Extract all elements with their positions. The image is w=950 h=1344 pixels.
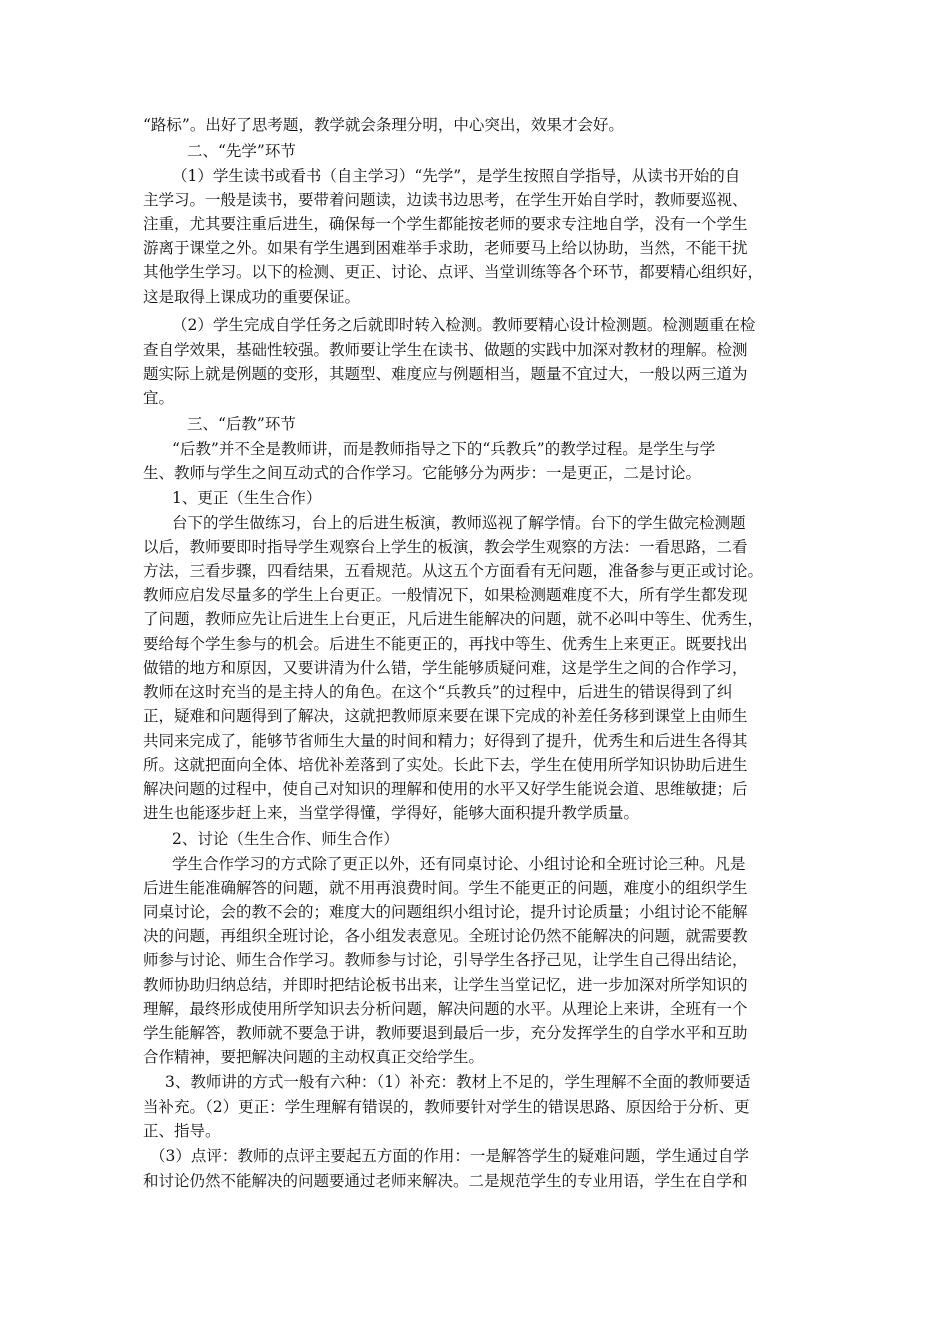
text-line: 方法，三看步骤，四看结果，五看规范。从这五个方面看有无问题，准备参与更正或讨论。 [143,562,764,580]
text-line: 当补充。（2）更正：学生理解有错误的，教师要针对学生的错误思路、原因给于分析、更 [143,1098,750,1116]
text-line: 游离于课堂之外。如果有学生遇到困难举手求助，老师要马上给以协助，当然，不能干扰 [143,239,748,257]
text-line: 后进生能准确解答的问题，就不用再浪费时间。学生不能更正的问题，难度小的组织学生 [143,879,748,897]
text-line: 题实际上就是例题的变形，其题型、难度应与例题相当，题量不宜过大，一般以两三道为 [143,365,748,383]
text-line: 正、指导。 [143,1122,221,1140]
text-line: 教师应启发尽量多的学生上台更正。一般情况下，如果检测题难度不大，所有学生都发现 [143,586,748,604]
text-line: 学生合作学习的方式除了更正以外，还有同桌讨论、小组讨论和全班讨论三种。凡是 [172,855,746,873]
text-line: 教师协助归纳总结，并即时把结论板书出来，让学生当堂记忆，进一步加深对所学知识的 [143,976,748,994]
text-line: 决的问题，再组织全班讨论，各小组发表意见。全班讨论仍然不能解决的问题，就需要教 [143,927,748,945]
text-line: 所。这就把面向全体、培优补差落到了实处。长此下去，学生在使用所学知识协助后进生 [143,756,748,774]
text-line: 台下的学生做练习，台上的后进生板演，教师巡视了解学情。台下的学生做完检测题 [172,514,746,532]
text-line: 合作精神，要把解决问题的主动权真正交给学生。 [143,1048,485,1066]
text-line: 进生也能逐步赶上来，当堂学得懂，学得好，能够大面积提升教学质量。 [143,804,640,822]
subsection-heading: 2、讨论（生生合作、师生合作） [172,830,399,848]
text-line: 师参与讨论、师生合作学习。教师参与讨论，引导学生各抒己见，让学生自己得出结论， [143,951,748,969]
text-line: 主学习。一般是读书，要带着问题读，边读书边思考，在学生开始自学时，教师要巡视、 [143,191,748,209]
text-line: 这是取得上课成功的重要保证。 [143,288,361,306]
text-line: 正，疑难和问题得到了解决，这就把教师原来要在课下完成的补差任务移到课堂上由师生 [143,707,748,725]
text-line: 解决问题的过程中，使自己对知识的理解和使用的水平又好学生能说会道、思维敏捷；后 [143,780,748,798]
text-line: 做错的地方和原因，又要讲清为什么错，学生能够质疑问难，这是学生之间的合作学习， [143,659,748,677]
text-line: 查自学效果，基础性较强。教师要让学生在读书、做题的实践中加深对教材的理解。检测 [143,341,748,359]
text-line: 和讨论仍然不能解决的问题要通过老师来解决。二是规范学生的专业用语，学生在自学和 [143,1172,748,1190]
text-line: “路标”。出好了思考题，教学就会条理分明，中心突出，效果才会好。 [143,116,624,134]
text-line: 共同来完成了，能够节省师生大量的时间和精力；好得到了提升，优秀生和后进生各得其 [143,732,748,750]
text-line: 以后，教师要即时指导学生观察台上学生的板演，教会学生观察的方法：一看思路，二看 [143,538,748,556]
text-line: 理解，最终形成使用所学知识去分析问题，解决问题的水平。从理论上来讲，全班有一个 [143,1000,748,1018]
text-line: 教师在这时充当的是主持人的角色。在这个“兵教兵”的过程中，后进生的错误得到了纠 [143,683,733,701]
section-heading: 三、“后教”环节 [187,415,296,433]
subsection-heading: 1、更正（生生合作） [172,489,322,507]
text-line: 其他学生学习。以下的检测、更正、讨论、点评、当堂训练等各个环节，都要精心组织好， [143,263,764,281]
text-line: 注重，尤其要注重后进生，确保每一个学生都能按老师的要求专注地自学，没有一个学生 [143,215,748,233]
section-heading: 二、“先学”环节 [187,142,296,160]
text-line: （2）学生完成自学任务之后就即时转入检测。教师要精心设计检测题。检测题重在检 [172,316,756,334]
text-line: 学生能解答，教师就不要急于讲，教师要退到最后一步，充分发挥学生的自学水平和互助 [143,1024,748,1042]
text-line: 3、教师讲的方式一般有六种：（1）补充：教材上不足的，学生理解不全面的教师要适 [165,1073,751,1091]
text-line: 宜。 [143,389,175,407]
text-line: （1）学生读书或看书（自主学习）“先学”，是学生按照自学指导，从读书开始的自 [172,167,741,185]
text-line: 了问题，教师应先让后进生上台更正，凡后进生能解决的问题，就不必叫中等生、优秀生， [143,610,764,628]
text-line: （3）点评：教师的点评主要起五方面的作用：一是解答学生的疑难问题，学生通过自学 [150,1147,749,1165]
text-line: “后教”并不全是教师讲，而是教师指导之下的“兵教兵”的教学过程。是学生与学 [172,440,716,458]
text-line: 要给每个学生参与的机会。后进生不能更正的，再找中等生、优秀生上来更正。既要找出 [143,635,748,653]
text-line: 同桌讨论，会的教不会的；难度大的问题组织小组讨论，提升讨论质量；小组讨论不能解 [143,903,748,921]
text-line: 生、教师与学生之间互动式的合作学习。它能够分为两步：一是更正，二是讨论。 [143,464,702,482]
